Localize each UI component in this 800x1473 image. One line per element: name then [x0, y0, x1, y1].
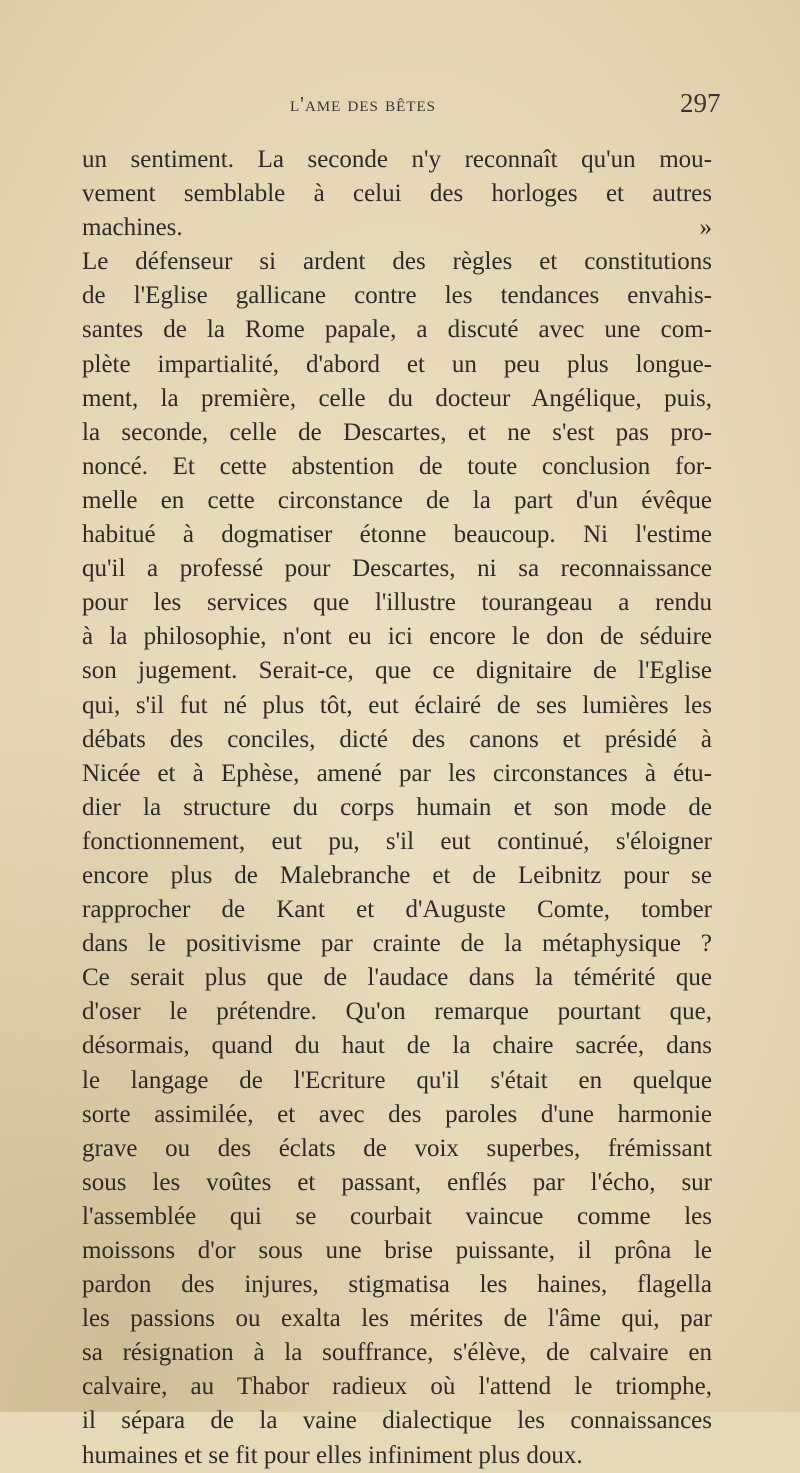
text-line: sorte assimilée, et avec des paroles d'une harmonie	[82, 1100, 712, 1128]
text-line: la seconde, celle de Descartes, et ne s'est pas pro-	[82, 418, 712, 446]
text-line: un sentiment. La seconde n'y reconnaît qu'un mou-	[82, 146, 712, 173]
running-title: l'ame des bêtes	[290, 92, 436, 116]
text-line: d'oser le prétendre. Qu'on remarque pourtant que,	[82, 998, 712, 1026]
text-line: débats des conciles, dicté des canons et présidé à	[82, 725, 712, 753]
text-line: son jugement. Serait-ce, que ce dignitaire de l'Eglise	[82, 657, 712, 685]
text-line: calvaire, au Thabor radieux où l'attend le triomphe,	[82, 1373, 712, 1401]
text-line: Ce serait plus que de l'audace dans la témérité que	[82, 964, 712, 992]
text-line: moissons d'or sous une brise puissante, il prôna le	[82, 1237, 712, 1264]
text-line: il sépara de la vaine dialectique les connaissances	[82, 1407, 712, 1435]
text-line: grave ou des éclats de voix superbes, frémissant	[82, 1134, 712, 1162]
text-line: sa résignation à la souffrance, s'élève, de calvaire en	[82, 1339, 712, 1367]
text-line: dans le positivisme par crainte de la métaphysique ?	[82, 930, 712, 958]
text-line: qui, s'il fut né plus tôt, eut éclairé de ses lumières les	[82, 691, 712, 719]
text-line: Nicée et à Ephèse, amené par les circonstances à étu-	[82, 759, 712, 787]
text-line: machines. »	[82, 214, 712, 242]
text-line: melle en cette circonstance de la part d'un évêque	[82, 486, 712, 514]
text-line: fonctionnement, eut pu, s'il eut continué, s'éloigner	[82, 827, 712, 855]
text-line: le langage de l'Ecriture qu'il s'était en quelque	[82, 1066, 712, 1094]
text-line: Le défenseur si ardent des règles et constitutions	[82, 248, 712, 276]
text-line: humaines et se fit pour elles infiniment plus doux.	[82, 1441, 583, 1469]
text-line: qu'il a professé pour Descartes, ni sa reconnaissance	[82, 555, 712, 583]
text-line: habitué à dogmatiser étonne beaucoup. Ni l'estime	[82, 521, 712, 549]
text-line: noncé. Et cette abstention de toute conclusion for-	[82, 452, 712, 480]
text-line: l'assemblée qui se courbait vaincue comme les	[82, 1202, 712, 1230]
text-line: les passions ou exalta les mérites de l'âme qui, par	[82, 1305, 712, 1333]
body-text	[82, 143, 712, 1473]
text-line: à la philosophie, n'ont eu ici encore le don de séduire	[82, 623, 712, 651]
text-line: vement semblable à celui des horloges et autres	[82, 180, 712, 208]
text-line: pardon des injures, stigmatisa les haines, flagella	[82, 1271, 712, 1299]
text-line: de l'Eglise gallicane contre les tendances envahis-	[82, 282, 712, 310]
text-line: dier la structure du corps humain et son mode de	[82, 793, 712, 821]
text-line: ment, la première, celle du docteur Angélique, puis,	[82, 384, 712, 412]
text-line: désormais, quand du haut de la chaire sacrée, dans	[82, 1032, 712, 1060]
text-line: pour les services que l'illustre tourangeau a rendu	[82, 589, 712, 617]
text-line: sous les voûtes et passant, enflés par l'écho, sur	[82, 1168, 712, 1196]
page-number: 297	[680, 88, 721, 118]
running-head	[0, 88, 800, 132]
text-line: santes de la Rome papale, a discuté avec une com-	[82, 316, 712, 344]
text-line: plète impartialité, d'abord et un peu plus longue-	[82, 350, 712, 378]
text-line: rapprocher de Kant et d'Auguste Comte, tomber	[82, 896, 712, 924]
text-line: encore plus de Malebranche et de Leibnitz pour se	[82, 861, 712, 889]
